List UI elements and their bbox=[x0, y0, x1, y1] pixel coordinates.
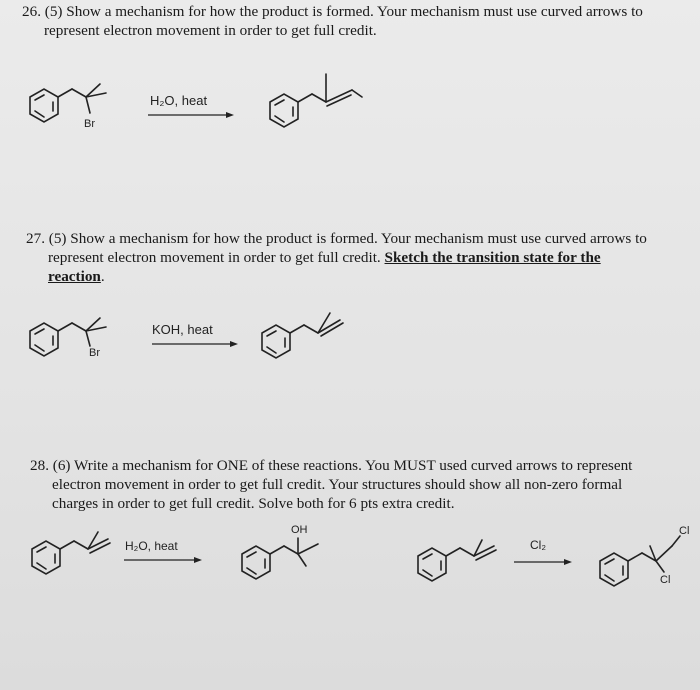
q26-product-structure bbox=[270, 74, 362, 127]
question-28-text bbox=[30, 456, 632, 513]
q27-product-structure bbox=[262, 313, 343, 358]
q28-points: (6) bbox=[52, 457, 71, 474]
q28-line3: charges in order to get full credit. Solve both for 6 pts extra credit. bbox=[52, 495, 455, 512]
q27-reactant-br-label: Br bbox=[89, 347, 100, 359]
q28a-product-structure bbox=[242, 538, 318, 579]
q26-line1: Show a mechanism for how the product is formed. Your mechanism must use curved arrows to bbox=[66, 3, 643, 20]
q27-line1: Show a mechanism for how the product is formed. Your mechanism must use curved arrows to bbox=[70, 230, 647, 247]
q28b-cl-label-1: Cl bbox=[679, 525, 690, 537]
q27-line3-bold: reaction bbox=[48, 268, 101, 285]
q28-line2: electron movement in order to get full credit. Your structures should show all non-zero formal bbox=[52, 476, 623, 493]
q27-line2-plain: represent electron movement in order to get full credit. bbox=[48, 249, 385, 266]
q28a-reaction-arrow bbox=[124, 557, 202, 563]
q27-reagent: KOH, heat bbox=[152, 322, 213, 337]
q27-line3-end: . bbox=[100, 268, 105, 285]
question-27-text bbox=[26, 229, 647, 286]
q27-reaction-arrow bbox=[152, 341, 238, 347]
q28a-oh-label: OH bbox=[291, 524, 308, 536]
q28b-reagent: Cl₂ bbox=[530, 538, 546, 552]
q26-points: (5) bbox=[44, 3, 63, 20]
q26-reagent: H₂O, heat bbox=[150, 93, 208, 108]
q26-reaction-arrow bbox=[148, 112, 234, 118]
q28a-reagent: H₂O, heat bbox=[125, 539, 178, 553]
q27-line2-bold: Sketch the transition state for the bbox=[384, 249, 601, 266]
q28b-reaction-arrow bbox=[514, 559, 572, 565]
q28-number: 28. bbox=[30, 457, 49, 474]
q26-reactant-br-label: Br bbox=[84, 118, 95, 130]
q28-line1: Write a mechanism for ONE of these reactions. You MUST used curved arrows to represent bbox=[74, 457, 633, 474]
q26-reactant-structure bbox=[30, 84, 106, 122]
q27-number: 27. bbox=[26, 230, 45, 247]
q26-line2: represent electron movement in order to get full credit. bbox=[44, 22, 377, 39]
q28b-cl-label-2: Cl bbox=[660, 574, 671, 586]
q28b-reactant-structure bbox=[418, 540, 496, 581]
q26-number: 26. bbox=[22, 3, 41, 20]
q27-line3 bbox=[26, 267, 647, 286]
q28a-reactant-structure bbox=[32, 532, 110, 574]
q27-line2 bbox=[26, 248, 647, 267]
q27-points: (5) bbox=[48, 230, 67, 247]
